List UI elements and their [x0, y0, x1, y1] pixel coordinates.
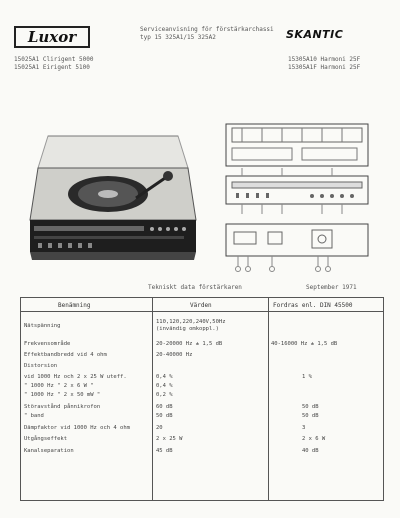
row-name: " 1000 Hz " 2 x 50 mW " [24, 392, 101, 398]
row-name: Nätspänning [24, 323, 61, 329]
table-col-divider-1 [152, 297, 153, 501]
row-name: Distorsion [24, 363, 58, 369]
caption-technical-data: Tekniskt data förstärkaren [148, 284, 242, 291]
row-din-value: 3 [302, 425, 306, 431]
header-benamning: Benämning [58, 302, 91, 309]
caption-date: September 1971 [306, 284, 357, 291]
row-value: 20-40000 Hz [156, 352, 193, 358]
header-varden: Värden [190, 302, 212, 309]
row-din-value: 40-16000 Hz ± 1,5 dB [271, 341, 338, 347]
row-value: 50 dB [156, 413, 173, 419]
row-value: 0,4 % [156, 374, 173, 380]
table-top-border [20, 297, 384, 298]
row-name: Utgångseffekt [24, 436, 68, 442]
row-name: Störavstånd pånnikrofon [24, 404, 101, 410]
turntable-photo [28, 128, 198, 268]
title-line-1: Serviceanvisning för förstärkarchassi [140, 26, 274, 33]
chassis-drawings [222, 118, 382, 278]
row-value: 20 [156, 425, 163, 431]
row-name: Effektbandbredd vid 4 ohm [24, 352, 107, 358]
title-line-2: typ 15 325A1/15 325A2 [140, 34, 216, 41]
row-din-value: 50 dB [302, 413, 319, 419]
row-din-value: 2 x 6 W [302, 436, 326, 442]
table-left-border [20, 297, 21, 501]
row-name: " 1000 Hz " 2 x 6 W " [24, 383, 94, 389]
row-value: 0,2 % [156, 392, 173, 398]
row-name: " band [24, 413, 44, 419]
row-din-value: 40 dB [302, 448, 319, 454]
header-din: Fordras enl. DIN 45500 [273, 302, 353, 309]
luxor-logo: Luxor [14, 26, 90, 48]
model-left-2: 15025A1 Eirigent 5100 [14, 64, 90, 71]
row-value: 2 x 25 W [156, 436, 183, 442]
row-value: 0,4 % [156, 383, 173, 389]
row-value: 45 dB [156, 448, 173, 454]
row-value: 110,120,220,240V,50Hz (invändig omkoppl.) [156, 319, 226, 332]
model-right-2: 15305A1F Harmoni 25F [288, 64, 361, 71]
row-name: Kanalseparation [24, 448, 74, 454]
table-col-divider-2 [268, 297, 269, 501]
row-value: 20-20000 Hz ± 1,5 dB [156, 341, 223, 347]
row-name: vid 1000 Hz och 2 x 25 W uteff. [24, 374, 127, 380]
row-name: Dämpfaktor vid 1000 Hz och 4 ohm [24, 425, 130, 431]
table-header-divider [20, 311, 384, 312]
row-name: Frekvensområde [24, 341, 71, 347]
model-right-1: 15305A10 Harmoni 25F [288, 56, 361, 63]
table-bottom-border [20, 500, 384, 501]
table-right-border [383, 297, 384, 501]
model-left-1: 15025A1 Clirigent 5000 [14, 56, 94, 63]
row-din-value: 1 % [302, 374, 312, 380]
skantic-logo: SKANTIC [286, 28, 344, 41]
row-value: 60 dB [156, 404, 173, 410]
row-din-value: 50 dB [302, 404, 319, 410]
